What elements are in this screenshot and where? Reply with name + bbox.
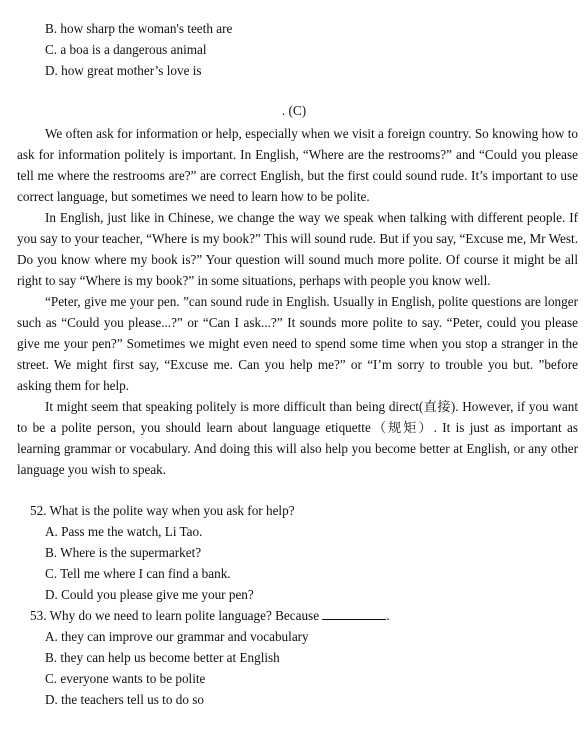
passage-paragraph-4: It might seem that speaking politely is more difficult than being direct(直接). However, if you want to be a polite person, you should learn about language etiquette（规矩）. It is just as important as learning grammar or vocabulary. And doing this will also help you become better at English, or any other language you wish to speak. [17, 399, 578, 477]
answer-blank[interactable] [322, 607, 386, 620]
passage-paragraph-1: We often ask for information or help, especially when we visit a foreign country. So knowing how to ask for information politely is important. In English, “Where are the restrooms?” and “Could you please tell me where the restrooms are?” are correct English, but the first could sound rude. It’s important to use correct language, but sometimes we need to learn how to be polite. [17, 126, 578, 204]
q53-option-d: D. the teachers tell us to do so [45, 692, 204, 707]
question-52-stem: 52. What is the polite way when you ask for help? [30, 503, 295, 518]
question-53-text: 53. Why do we need to learn polite language? Because [30, 608, 320, 623]
q52-option-a: A. Pass me the watch, Li Tao. [45, 524, 203, 539]
prev-option-c: C. a boa is a dangerous animal [45, 42, 207, 57]
q52-option-c: C. Tell me where I can find a bank. [45, 566, 231, 581]
q53-option-b: B. they can help us become better at English [45, 650, 280, 665]
question-53-stem [30, 605, 390, 626]
section-heading: . (C) [281, 103, 307, 118]
q52-option-b: B. Where is the supermarket? [45, 545, 202, 560]
passage-paragraph-3: “Peter, give me your pen. ”can sound rude in English. Usually in English, polite questions are longer such as “Could you please...?” or “Can I ask...?” It sounds more polite to say. “Peter, could you please give me your pen?” Sometimes we might even need to spend some time when you stop a stranger in the street. We might first say, “Excuse me. Can you help me?” or “I’m sorry to trouble you but. ”before asking them for help. [17, 294, 578, 393]
q52-option-d: D. Could you please give me your pen? [45, 587, 254, 602]
passage-paragraph-2: In English, just like in Chinese, we change the way we speak when talking with different people. If you say to your teacher, “Where is my book?” This will sound rude. But if you say, “Excuse me, Mr West. Do you know where my book is?” Your question will sound much more polite. Of course it might be all right to say “Where is my book?” in some situations, perhaps with people you know well. [17, 210, 578, 288]
prev-option-b: B. how sharp the woman's teeth are [45, 21, 233, 36]
reading-passage [17, 123, 578, 480]
question-53-period: . [386, 608, 390, 623]
q53-option-a: A. they can improve our grammar and vocabulary [45, 629, 309, 644]
prev-option-d: D. how great mother’s love is [45, 63, 202, 78]
q53-option-c: C. everyone wants to be polite [45, 671, 206, 686]
